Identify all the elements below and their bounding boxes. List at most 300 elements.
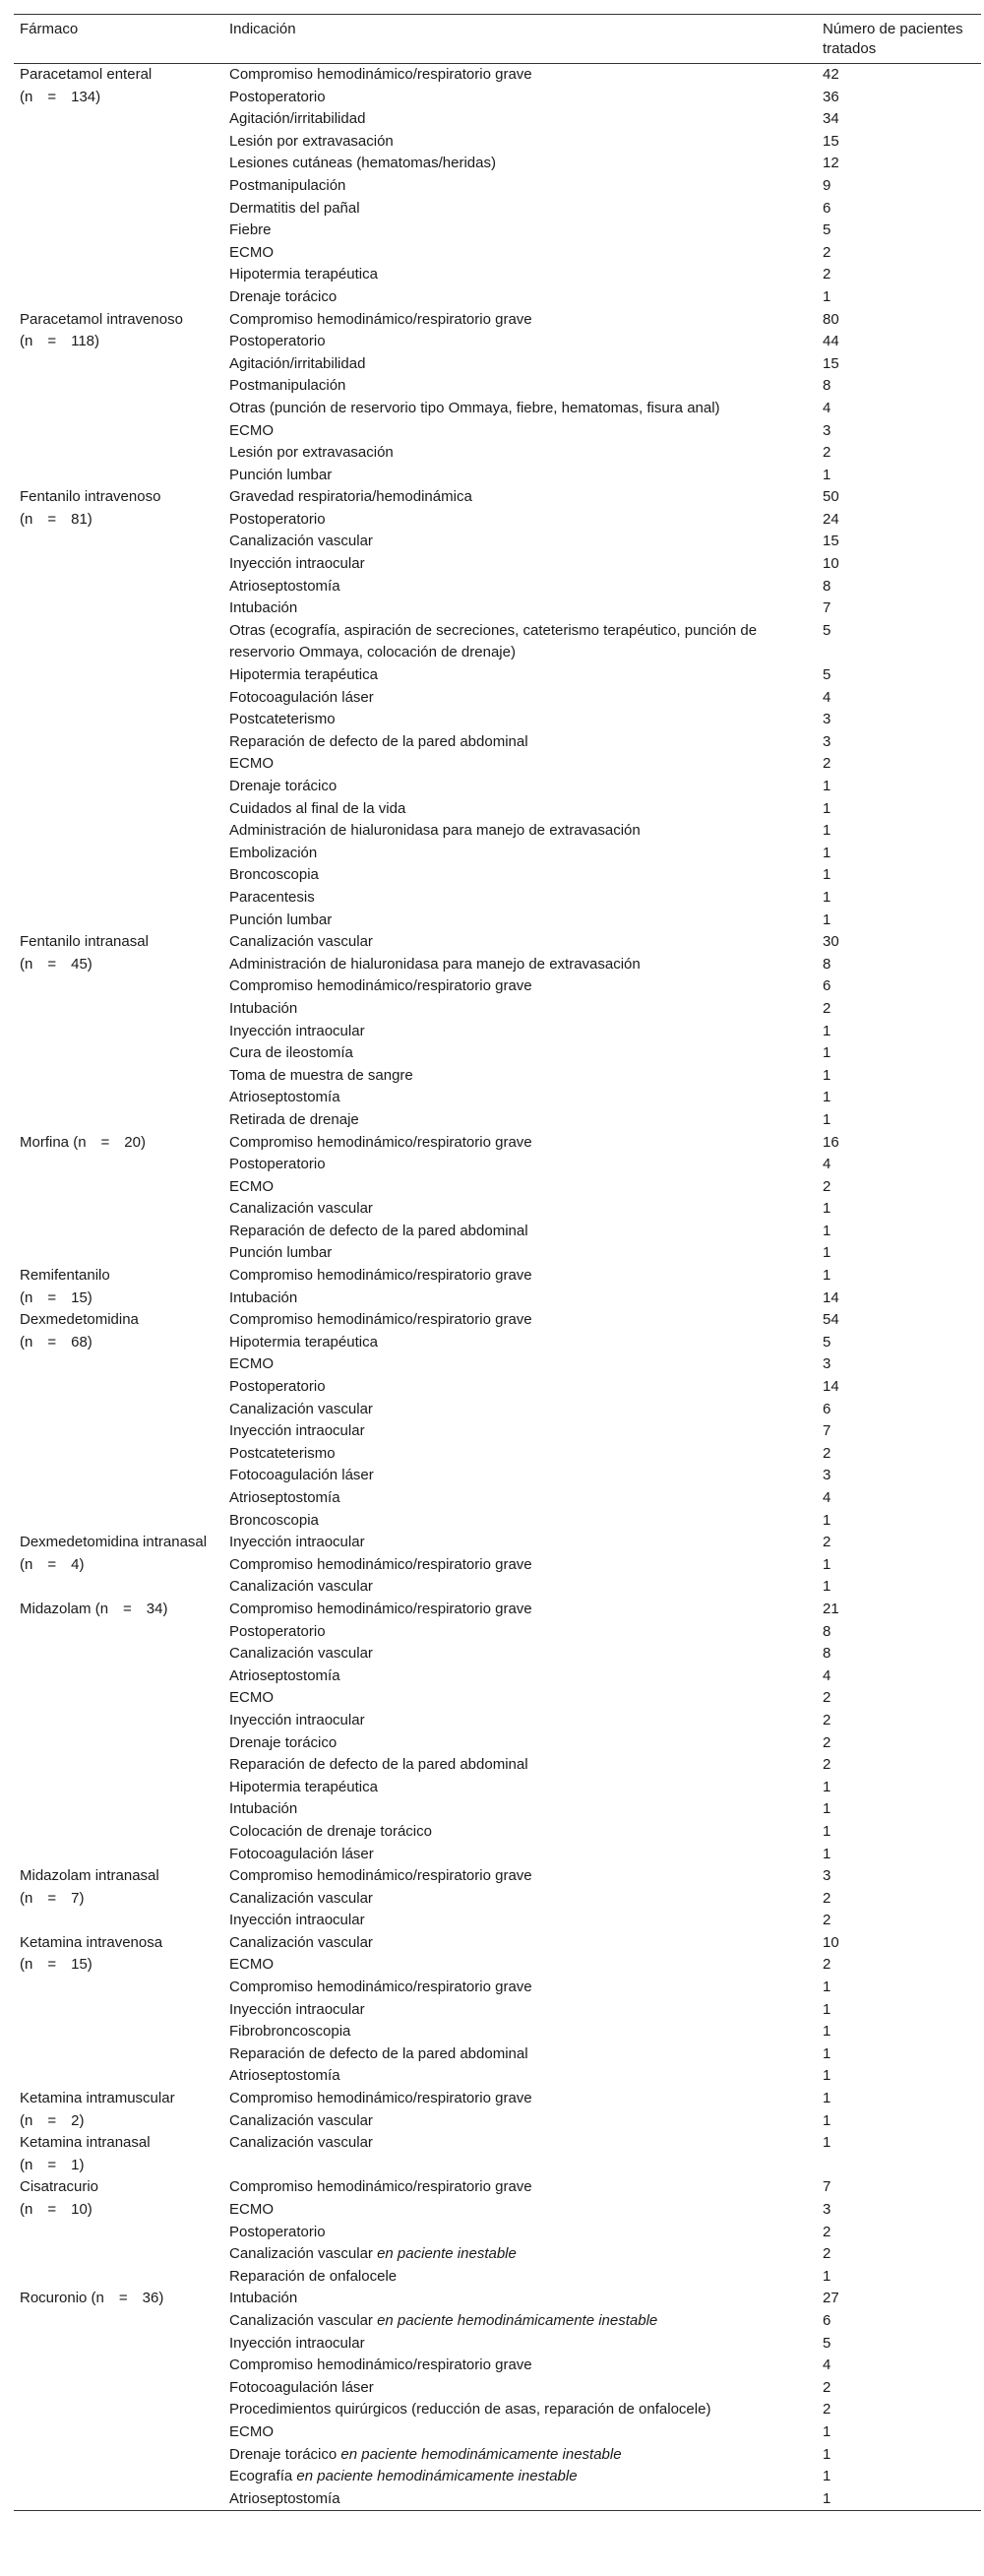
indication-cell: Inyección intraocular xyxy=(229,2000,365,2018)
patient-count-cell: 1 xyxy=(823,822,831,840)
indication-cell: Administración de hialuronidasa para manejo de extravasación xyxy=(229,955,641,973)
indication-cell: Otras (punción de reservorio tipo Ommaya, fiebre, hematomas, fisura anal) xyxy=(229,399,720,416)
patient-count-cell: 2 xyxy=(823,999,831,1017)
patient-count-cell: 3 xyxy=(823,1467,831,1484)
drug-name: Dexmedetomidina xyxy=(20,1311,139,1329)
indication-cell: Intubación xyxy=(229,999,298,1017)
drug-label xyxy=(20,488,160,528)
indication-cell: Reparación de defecto de la pared abdominal xyxy=(229,732,528,750)
patient-count-cell: 14 xyxy=(823,1378,839,1396)
indication-qualifier: en paciente inestable xyxy=(377,2245,517,2263)
indication-cell: Otras (ecografía, aspiración de secreciones, cateterismo terapéutico, punción de reservorio Ommaya, colocación de drenaje) xyxy=(229,621,758,661)
patient-count-cell: 42 xyxy=(823,66,839,83)
patient-count-cell: 16 xyxy=(823,1133,839,1151)
patient-count-cell: 9 xyxy=(823,176,831,194)
table-row xyxy=(14,1532,981,1554)
indication-cell: Postoperatorio xyxy=(229,88,326,105)
patient-count-cell: 1 xyxy=(823,778,831,794)
patient-count-cell: 4 xyxy=(823,1156,831,1173)
indication-cell: Drenaje torácico xyxy=(229,778,338,794)
drug-label xyxy=(20,1134,146,1151)
patient-count-cell: 1 xyxy=(823,1845,831,1862)
drug-label xyxy=(20,1311,139,1351)
patient-count-cell: 2 xyxy=(823,1444,831,1462)
indication-cell: ECMO xyxy=(229,2422,274,2440)
patient-count-cell: 4 xyxy=(823,399,831,416)
drug-label xyxy=(20,66,152,105)
drug-name: Remifentanilo xyxy=(20,1267,110,1285)
indication-cell: Reparación de defecto de la pared abdominal xyxy=(229,1756,528,1774)
drug-n: (n = 10) xyxy=(20,2201,92,2218)
patient-count-cell: 1 xyxy=(823,1800,831,1818)
patient-count-cell: 80 xyxy=(823,310,839,328)
indication-text: Drenaje torácico xyxy=(229,2445,341,2463)
patient-count-cell: 10 xyxy=(823,555,839,573)
patient-count-cell: 10 xyxy=(823,1933,839,1951)
indication-cell: Punción lumbar xyxy=(229,911,333,928)
indication-cell: Inyección intraocular xyxy=(229,1711,365,1728)
patient-count-cell: 1 xyxy=(823,1089,831,1106)
indication-cell: Drenaje torácico xyxy=(229,287,338,305)
patient-count-cell: 2 xyxy=(823,2223,831,2240)
patient-count-cell: 1 xyxy=(823,2090,831,2107)
patient-count-cell: 4 xyxy=(823,1666,831,1684)
patient-count-cell: 1 xyxy=(823,2023,831,2041)
patient-count-cell: 2 xyxy=(823,1711,831,1728)
indication-cell: Intubación xyxy=(229,599,298,617)
indication-cell: Colocación de drenaje torácico xyxy=(229,1822,432,1840)
indication-cell: Atrioseptostomía xyxy=(229,577,340,595)
patient-count-cell: 1 xyxy=(823,1110,831,1128)
indication-cell: Fotocoagulación láser xyxy=(229,1845,374,1862)
drug-label xyxy=(20,2290,163,2306)
patient-count-cell: 1 xyxy=(823,1244,831,1262)
drug-name: Fentanilo intravenoso xyxy=(20,488,161,506)
patient-count-cell: 1 xyxy=(823,1222,831,1239)
indication-cell: Embolización xyxy=(229,844,318,861)
indication-cell: Hipotermia terapéutica xyxy=(229,266,378,283)
drug-n: (n = 81) xyxy=(20,510,92,528)
drug-cell xyxy=(14,1532,223,1599)
table-row xyxy=(14,2176,981,2199)
drug-n: (n = 4) xyxy=(20,1555,85,1573)
drug-n: (n = 34) xyxy=(94,1600,168,1617)
indication-cell: Toma de muestra de sangre xyxy=(229,1066,413,1084)
indication-cell: Inyección intraocular xyxy=(229,1022,365,1039)
indication-qualifier: en paciente hemodinámicamente inestable xyxy=(340,2445,622,2463)
indication-cell: ECMO xyxy=(229,1689,274,1707)
patient-count-cell: 6 xyxy=(823,1400,831,1417)
patient-count-cell: 1 xyxy=(823,2267,831,2285)
drug-label xyxy=(20,2178,98,2218)
patient-count-cell: 3 xyxy=(823,711,831,728)
patient-count-cell: 1 xyxy=(823,1778,831,1795)
drug-cell xyxy=(14,1932,223,2088)
patient-count-cell: 54 xyxy=(823,1311,839,1329)
indication-text: Canalización vascular xyxy=(229,2311,378,2329)
patient-count-cell: 1 xyxy=(823,2000,831,2018)
indication-cell: Postoperatorio xyxy=(229,510,326,528)
patient-count-cell: 1 xyxy=(823,799,831,817)
data-table-container xyxy=(14,14,981,2511)
patient-count-cell: 8 xyxy=(823,1645,831,1663)
indication-cell: Cura de ileostomía xyxy=(229,1044,353,1062)
indication-cell: Compromiso hemodinámico/respiratorio grave xyxy=(229,1600,532,1617)
table-row xyxy=(14,1932,981,1955)
indication-cell: Canalización vascular xyxy=(229,2111,373,2129)
indication-qualifier: en paciente hemodinámicamente inestable xyxy=(296,2468,578,2485)
indication-cell: Canalización vascular xyxy=(229,533,373,550)
patient-count-cell: 21 xyxy=(823,1600,839,1617)
patient-count-cell: 4 xyxy=(823,688,831,706)
header-indication: Indicación xyxy=(229,21,296,37)
patient-count-cell: 7 xyxy=(823,599,831,617)
indication-cell: Intubación xyxy=(229,1288,298,1306)
indication-cell: Postcateterismo xyxy=(229,711,336,728)
patient-count-cell: 1 xyxy=(823,1022,831,1039)
indication-cell: Postoperatorio xyxy=(229,2223,326,2240)
patient-count-cell: 5 xyxy=(823,2334,831,2352)
patient-count-cell: 1 xyxy=(823,466,831,483)
indication-cell: Administración de hialuronidasa para manejo de extravasación xyxy=(229,822,641,840)
patient-count-cell: 2 xyxy=(823,444,831,462)
drug-cell xyxy=(14,2132,223,2176)
patient-count-cell: 1 xyxy=(823,1066,831,1084)
patient-count-cell: 1 xyxy=(823,1979,831,1996)
table-header xyxy=(14,15,981,64)
indication-cell: Reparación de onfalocele xyxy=(229,2267,398,2285)
indication-cell: Canalización vascular xyxy=(229,1578,373,1596)
patient-count-cell: 1 xyxy=(823,1511,831,1529)
indication-cell: Postmanipulación xyxy=(229,176,346,194)
patient-count-cell: 1 xyxy=(823,888,831,906)
patient-count-cell: 5 xyxy=(823,221,831,239)
drug-label xyxy=(20,1867,159,1907)
patient-count-cell: 2 xyxy=(823,1534,831,1551)
patient-count-cell: 1 xyxy=(823,2445,831,2463)
patient-count-cell: 1 xyxy=(823,1044,831,1062)
drug-name: Midazolam xyxy=(20,1600,92,1617)
indication-cell: Compromiso hemodinámico/respiratorio grave xyxy=(229,1133,532,1151)
patient-count-cell: 5 xyxy=(823,1333,831,1351)
patient-count-cell: 1 xyxy=(823,2044,831,2062)
patient-count-cell: 2 xyxy=(823,1912,831,1929)
patient-count-cell: 1 xyxy=(823,1578,831,1596)
indication-cell: Canalización vascular xyxy=(229,933,373,951)
drug-cell xyxy=(14,309,223,487)
patient-count-cell: 2 xyxy=(823,2378,831,2396)
patient-count-cell: 1 xyxy=(823,1267,831,1285)
drug-label xyxy=(20,933,149,973)
indication-cell: Hipotermia terapéutica xyxy=(229,666,378,684)
patient-count-cell: 8 xyxy=(823,577,831,595)
drug-name: Ketamina intranasal xyxy=(20,2134,151,2152)
patient-count-cell: 1 xyxy=(823,2468,831,2485)
indication-cell: Fiebre xyxy=(229,221,272,239)
indication-cell xyxy=(223,2243,817,2266)
drug-name: Paracetamol intravenoso xyxy=(20,310,183,328)
indication-cell: Atrioseptostomía xyxy=(229,1489,340,1506)
indication-cell: Atrioseptostomía xyxy=(229,1666,340,1684)
patient-count-cell: 2 xyxy=(823,1177,831,1195)
indication-cell: Dermatitis del pañal xyxy=(229,199,360,217)
drug-n: (n = 15) xyxy=(20,1288,92,1306)
indication-cell: Hipotermia terapéutica xyxy=(229,1333,378,1351)
patient-count-cell: 3 xyxy=(823,2201,831,2218)
patient-count-cell: 5 xyxy=(823,666,831,684)
drug-cell xyxy=(14,1865,223,1932)
patient-count-cell: 5 xyxy=(823,621,831,639)
patient-count-cell: 50 xyxy=(823,488,839,506)
table-row xyxy=(14,1132,981,1155)
indication-cell: Fibrobroncoscopia xyxy=(229,2023,351,2041)
drug-name: Dexmedetomidina intranasal xyxy=(20,1534,208,1551)
patient-count-cell: 2 xyxy=(823,1756,831,1774)
indication-cell: Compromiso hemodinámico/respiratorio grave xyxy=(229,2178,532,2196)
indication-cell xyxy=(223,2310,817,2333)
indication-cell: Inyección intraocular xyxy=(229,1422,365,1440)
table-row xyxy=(14,2132,981,2176)
drug-cell xyxy=(14,1309,223,1532)
patient-count-cell: 15 xyxy=(823,354,839,372)
patient-count-cell: 6 xyxy=(823,2311,831,2329)
indication-cell: Reparación de defecto de la pared abdominal xyxy=(229,2044,528,2062)
table-row xyxy=(14,2088,981,2110)
indication-cell: Paracentesis xyxy=(229,888,315,906)
indication-cell: Intubación xyxy=(229,1800,298,1818)
indication-cell: Compromiso hemodinámico/respiratorio grave xyxy=(229,1267,532,1285)
indication-cell: Hipotermia terapéutica xyxy=(229,1778,378,1795)
drug-n: (n = 20) xyxy=(73,1133,146,1151)
patient-count-cell: 1 xyxy=(823,1200,831,1218)
indication-cell: Procedimientos quirúrgicos (reducción de asas, reparación de onfalocele) xyxy=(229,2401,711,2419)
indication-cell: Compromiso hemodinámico/respiratorio grave xyxy=(229,1979,532,1996)
patient-count-cell: 1 xyxy=(823,2111,831,2129)
indication-cell: Atrioseptostomía xyxy=(229,1089,340,1106)
patient-count-cell: 34 xyxy=(823,110,839,128)
drug-n: (n = 118) xyxy=(20,333,100,350)
indication-cell: Broncoscopia xyxy=(229,1511,319,1529)
patient-count-cell: 3 xyxy=(823,421,831,439)
header-patient-count: Número de pacientes tratados xyxy=(823,21,963,57)
indication-cell: Broncoscopia xyxy=(229,866,319,884)
indication-cell: Lesión por extravasación xyxy=(229,444,394,462)
indication-cell: Inyección intraocular xyxy=(229,2334,365,2352)
drug-n: (n = 134) xyxy=(20,88,101,105)
table-row xyxy=(14,931,981,954)
indication-cell: Cuidados al final de la vida xyxy=(229,799,406,817)
drug-name: Morfina xyxy=(20,1133,70,1151)
drug-cell xyxy=(14,2088,223,2132)
indication-cell xyxy=(223,2466,817,2488)
indication-cell: Compromiso hemodinámico/respiratorio grave xyxy=(229,310,532,328)
patient-count-cell: 36 xyxy=(823,88,839,105)
drug-cell xyxy=(14,2176,223,2288)
drug-cell xyxy=(14,486,223,931)
drug-name: Midazolam intranasal xyxy=(20,1867,159,1885)
indication-cell: Canalización vascular xyxy=(229,2134,373,2152)
table-row xyxy=(14,64,981,87)
indication-cell: Compromiso hemodinámico/respiratorio grave xyxy=(229,2356,532,2374)
drug-cell xyxy=(14,1599,223,1865)
drug-n: (n = 68) xyxy=(20,1333,92,1351)
indication-cell: Canalización vascular xyxy=(229,1933,373,1951)
patient-count-cell: 30 xyxy=(823,933,839,951)
indication-cell: Compromiso hemodinámico/respiratorio grave xyxy=(229,1311,532,1329)
patient-count-cell: 2 xyxy=(823,1733,831,1751)
patient-count-cell: 2 xyxy=(823,243,831,261)
indication-cell: Lesión por extravasación xyxy=(229,132,394,150)
table-row xyxy=(14,1599,981,1621)
patient-count-cell: 14 xyxy=(823,1288,839,1306)
patient-count-cell: 6 xyxy=(823,199,831,217)
patient-count-cell: 2 xyxy=(823,2401,831,2419)
drug-name: Ketamina intramuscular xyxy=(20,2090,175,2107)
drug-label xyxy=(20,2090,175,2129)
indication-cell: Canalización vascular xyxy=(229,1400,373,1417)
patient-count-cell: 4 xyxy=(823,1489,831,1506)
drug-label xyxy=(20,311,183,350)
indication-cell: Punción lumbar xyxy=(229,1244,333,1262)
patient-count-cell: 1 xyxy=(823,911,831,928)
indication-cell: Compromiso hemodinámico/respiratorio grave xyxy=(229,2090,532,2107)
patient-count-cell: 2 xyxy=(823,1689,831,1707)
indication-cell: Postmanipulación xyxy=(229,377,346,395)
drug-cell xyxy=(14,2288,223,2510)
indication-cell xyxy=(223,2444,817,2467)
indication-cell: Agitación/irritabilidad xyxy=(229,110,366,128)
indication-cell: Canalización vascular xyxy=(229,1645,373,1663)
drug-name: Rocuronio xyxy=(20,2290,88,2307)
patient-count-cell: 2 xyxy=(823,755,831,773)
patient-count-cell: 1 xyxy=(823,844,831,861)
drug-cell xyxy=(14,931,223,1131)
patient-count-cell: 1 xyxy=(823,1822,831,1840)
indication-cell: Canalización vascular xyxy=(229,1200,373,1218)
indication-cell: Postoperatorio xyxy=(229,333,326,350)
drug-cell xyxy=(14,1265,223,1309)
data-table xyxy=(14,14,981,2511)
patient-count-cell: 8 xyxy=(823,955,831,973)
indication-cell: Compromiso hemodinámico/respiratorio grave xyxy=(229,1867,532,1885)
indication-cell: Fotocoagulación láser xyxy=(229,1467,374,1484)
drug-name: Cisatracurio xyxy=(20,2178,99,2196)
patient-count-cell: 8 xyxy=(823,1622,831,1640)
drug-label xyxy=(20,1934,162,1974)
patient-count-cell: 2 xyxy=(823,2245,831,2263)
indication-cell: ECMO xyxy=(229,1355,274,1373)
indication-cell: Inyección intraocular xyxy=(229,1912,365,1929)
drug-label xyxy=(20,1534,207,1573)
indication-cell: Lesiones cutáneas (hematomas/heridas) xyxy=(229,155,496,172)
table-row xyxy=(14,2288,981,2310)
table-row xyxy=(14,309,981,332)
indication-cell: Agitación/irritabilidad xyxy=(229,354,366,372)
indication-cell: Postoperatorio xyxy=(229,1378,326,1396)
drug-n: (n = 1) xyxy=(20,2156,85,2173)
patient-count-cell: 44 xyxy=(823,333,839,350)
indication-cell: ECMO xyxy=(229,2201,274,2218)
indication-cell: Inyección intraocular xyxy=(229,555,365,573)
indication-cell: Postoperatorio xyxy=(229,1156,326,1173)
indication-cell: Atrioseptostomía xyxy=(229,2489,340,2507)
patient-count-cell: 2 xyxy=(823,1889,831,1907)
table-row xyxy=(14,486,981,509)
patient-count-cell: 12 xyxy=(823,155,839,172)
indication-cell: Canalización vascular xyxy=(229,1889,373,1907)
indication-cell: Drenaje torácico xyxy=(229,1733,338,1751)
indication-cell: ECMO xyxy=(229,1956,274,1974)
drug-cell xyxy=(14,64,223,309)
patient-count-cell: 1 xyxy=(823,287,831,305)
patient-count-cell: 1 xyxy=(823,866,831,884)
indication-cell: ECMO xyxy=(229,755,274,773)
indication-cell: Inyección intraocular xyxy=(229,1534,365,1551)
patient-count-cell: 7 xyxy=(823,1422,831,1440)
drug-label xyxy=(20,2134,151,2173)
drug-n: (n = 2) xyxy=(20,2111,85,2129)
patient-count-cell: 3 xyxy=(823,732,831,750)
patient-count-cell: 1 xyxy=(823,1555,831,1573)
indication-cell: Intubación xyxy=(229,2290,298,2307)
indication-cell: Gravedad respiratoria/hemodinámica xyxy=(229,488,472,506)
indication-cell: Postoperatorio xyxy=(229,1622,326,1640)
patient-count-cell: 15 xyxy=(823,533,839,550)
indication-cell: Reparación de defecto de la pared abdominal xyxy=(229,1222,528,1239)
indication-text: Canalización vascular xyxy=(229,2245,378,2263)
drug-name: Fentanilo intranasal xyxy=(20,933,149,951)
indication-cell: Postcateterismo xyxy=(229,1444,336,1462)
patient-count-cell: 27 xyxy=(823,2290,839,2307)
patient-count-cell: 24 xyxy=(823,510,839,528)
drug-n: (n = 36) xyxy=(91,2290,164,2307)
indication-cell: Compromiso hemodinámico/respiratorio grave xyxy=(229,977,532,995)
indication-text: Ecografía xyxy=(229,2468,297,2485)
drug-label xyxy=(20,1601,167,1617)
patient-count-cell: 2 xyxy=(823,1956,831,1974)
drug-cell xyxy=(14,1132,223,1266)
patient-count-cell: 3 xyxy=(823,1867,831,1885)
indication-cell: ECMO xyxy=(229,421,274,439)
indication-cell: Atrioseptostomía xyxy=(229,2067,340,2085)
indication-qualifier: en paciente hemodinámicamente inestable xyxy=(377,2311,658,2329)
indication-cell: Fotocoagulación láser xyxy=(229,688,374,706)
patient-count-cell: 4 xyxy=(823,2356,831,2374)
patient-count-cell: 7 xyxy=(823,2178,831,2196)
patient-count-cell: 2 xyxy=(823,266,831,283)
table-body xyxy=(14,64,981,2511)
patient-count-cell: 1 xyxy=(823,2422,831,2440)
patient-count-cell: 3 xyxy=(823,1355,831,1373)
header-drug: Fármaco xyxy=(20,21,79,37)
drug-n: (n = 45) xyxy=(20,955,92,973)
patient-count-cell: 15 xyxy=(823,132,839,150)
header-row xyxy=(14,15,981,64)
indication-cell: Compromiso hemodinámico/respiratorio grave xyxy=(229,66,532,83)
patient-count-cell: 1 xyxy=(823,2134,831,2152)
patient-count-cell: 8 xyxy=(823,377,831,395)
indication-cell: ECMO xyxy=(229,243,274,261)
table-row xyxy=(14,1865,981,1888)
table-row xyxy=(14,1309,981,1332)
drug-n: (n = 7) xyxy=(20,1889,85,1907)
indication-cell: Compromiso hemodinámico/respiratorio grave xyxy=(229,1555,532,1573)
patient-count-cell: 1 xyxy=(823,2489,831,2507)
indication-cell: Retirada de drenaje xyxy=(229,1110,359,1128)
indication-cell: ECMO xyxy=(229,1177,274,1195)
patient-count-cell: 1 xyxy=(823,2067,831,2085)
indication-cell: Fotocoagulación láser xyxy=(229,2378,374,2396)
